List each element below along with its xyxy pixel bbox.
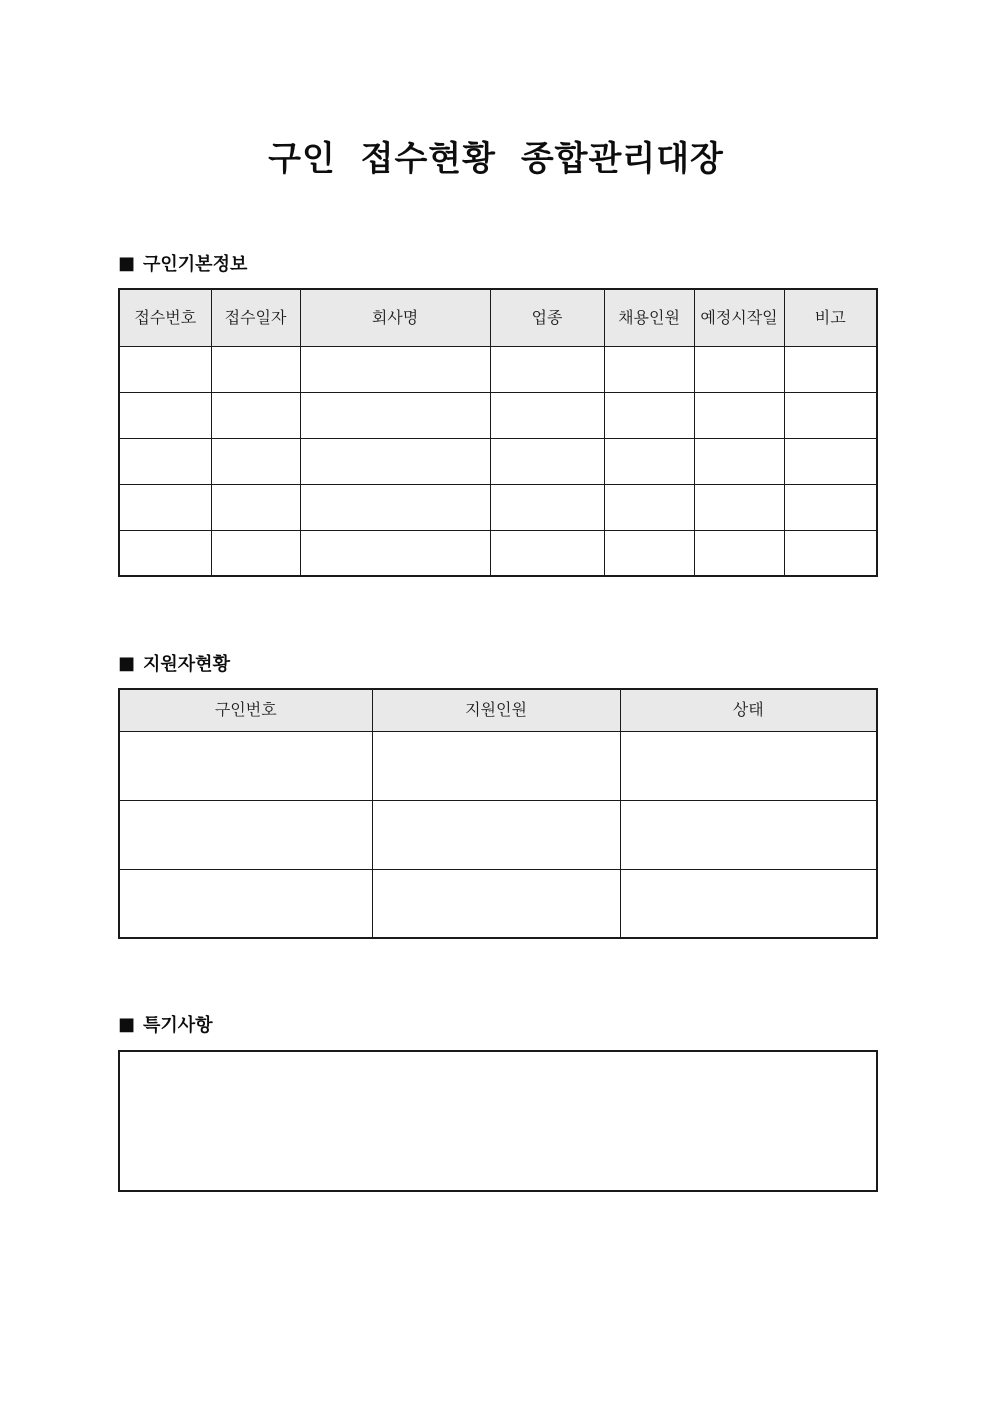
empty-cell xyxy=(211,392,300,438)
column-header-receipt-date: 접수일자 xyxy=(211,289,300,346)
empty-cell xyxy=(604,530,694,576)
column-header-start-date: 예정시작일 xyxy=(694,289,784,346)
document-title: 구인 접수현황 종합관리대장 xyxy=(268,139,724,179)
empty-cell xyxy=(211,530,300,576)
empty-cell xyxy=(372,869,620,938)
empty-cell xyxy=(119,800,372,869)
empty-cell xyxy=(300,484,490,530)
empty-cell xyxy=(300,392,490,438)
empty-cell xyxy=(119,530,211,576)
section-heading-label: 특기사항 xyxy=(143,1015,213,1036)
empty-cell xyxy=(300,438,490,484)
section-heading-label: 구인기본정보 xyxy=(143,254,248,275)
empty-cell xyxy=(372,800,620,869)
empty-cell xyxy=(372,731,620,800)
empty-cell xyxy=(300,346,490,392)
table-row xyxy=(119,530,877,576)
table-row xyxy=(119,438,877,484)
table-header-row xyxy=(119,689,877,731)
empty-cell xyxy=(490,346,604,392)
empty-cell xyxy=(784,346,877,392)
empty-cell xyxy=(119,484,211,530)
section-bullet-icon: ■ xyxy=(118,653,136,674)
empty-cell xyxy=(784,392,877,438)
empty-cell xyxy=(784,530,877,576)
section-bullet-icon: ■ xyxy=(118,253,136,274)
empty-cell xyxy=(119,438,211,484)
table-row xyxy=(119,800,877,869)
empty-cell xyxy=(620,731,877,800)
column-header-receipt-no: 접수번호 xyxy=(119,289,211,346)
empty-cell xyxy=(490,438,604,484)
empty-cell xyxy=(784,438,877,484)
column-header-headcount: 채용인원 xyxy=(604,289,694,346)
empty-cell xyxy=(119,869,372,938)
section-heading-recruit-info xyxy=(118,250,247,276)
special-notes-box xyxy=(118,1050,878,1192)
empty-cell xyxy=(490,484,604,530)
table-header-row xyxy=(119,289,877,346)
empty-cell xyxy=(119,346,211,392)
column-header-applicant-count: 지원인원 xyxy=(372,689,620,731)
table-row xyxy=(119,392,877,438)
empty-cell xyxy=(604,392,694,438)
empty-cell xyxy=(604,438,694,484)
column-header-remarks: 비고 xyxy=(784,289,877,346)
empty-cell xyxy=(620,869,877,938)
column-header-industry: 업종 xyxy=(490,289,604,346)
empty-cell xyxy=(211,346,300,392)
empty-cell xyxy=(604,346,694,392)
empty-cell xyxy=(604,484,694,530)
column-header-company: 회사명 xyxy=(300,289,490,346)
table-row xyxy=(119,869,877,938)
empty-cell xyxy=(119,392,211,438)
empty-cell xyxy=(694,530,784,576)
empty-cell xyxy=(211,438,300,484)
recruit-info-table xyxy=(118,288,878,577)
empty-cell xyxy=(784,484,877,530)
table-row xyxy=(119,346,877,392)
empty-cell xyxy=(694,346,784,392)
empty-cell xyxy=(490,530,604,576)
table-row xyxy=(119,484,877,530)
section-heading-applicant-status xyxy=(118,650,230,676)
empty-cell xyxy=(300,530,490,576)
empty-cell xyxy=(694,392,784,438)
empty-cell xyxy=(694,484,784,530)
table-row xyxy=(119,731,877,800)
applicant-status-table xyxy=(118,688,878,939)
column-header-status: 상태 xyxy=(620,689,877,731)
section-heading-special-notes xyxy=(118,1011,213,1037)
empty-cell xyxy=(119,731,372,800)
section-bullet-icon: ■ xyxy=(118,1014,136,1035)
empty-cell xyxy=(211,484,300,530)
empty-cell xyxy=(490,392,604,438)
section-heading-label: 지원자현황 xyxy=(143,654,230,675)
column-header-job-no: 구인번호 xyxy=(119,689,372,731)
empty-cell xyxy=(620,800,877,869)
empty-cell xyxy=(694,438,784,484)
